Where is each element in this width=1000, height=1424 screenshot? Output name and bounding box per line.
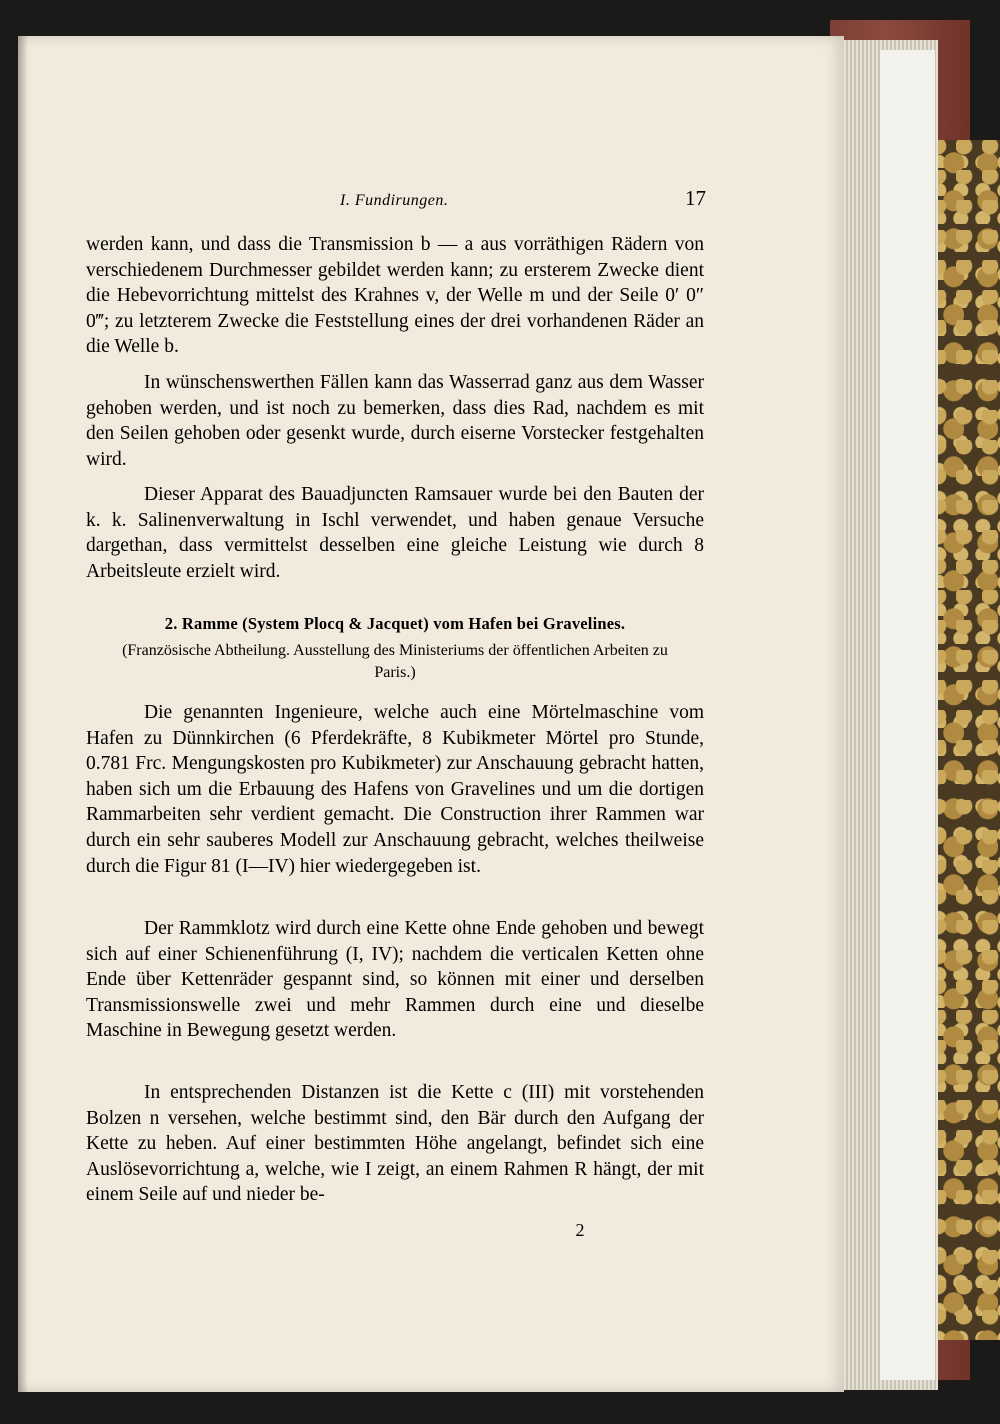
- marbled-board: [930, 140, 1000, 1340]
- section-title: 2. Ramme (System Plocq & Jacquet) vom Hafen bei Gravelines.: [164, 614, 626, 633]
- paragraph-bottom-2: Der Rammklotz wird durch eine Kette ohne Ende gehoben und bewegt sich auf einer Schienenführung (I, IV); nachdem die verticalen Ketten ohne Ende über Kettenräder gespannt sind, so können mit einer und derselben Transmissionswelle zwei und mehr Rammen durch eine und dieselbe Maschine in Bewegung gesetzt werden.: [86, 918, 704, 1042]
- paragraph-bottom-1: Die genannten Ingenieure, welche auch eine Mörtelmaschine vom Hafen zu Dünnkirchen (6 Pferdekräfte, 8 Kubikmeter Mörtel pro Stunde, 0.781 Frc. Mengungskosten pro Kubikmeter) zur Anschauung gebracht hatten, haben sich um die Erbauung des Hafens von Gravelines und um die dortigen Rammarbeiten sehr verdient gemacht. Die Construction ihrer Rammen war durch ein sehr sauberes Modell zur Anschauung gebracht, welches theilweise durch die Figur 81 (I—IV) hier wiedergegeben ist.: [86, 702, 704, 877]
- paragraph-bottom-3: In entsprechenden Distanzen ist die Kette c (III) mit vorstehenden Bolzen n versehen, welche bestimmt sind, den Bär durch den Aufgang der Kette zu heben. Auf einer bestimmten Höhe angelangt, befindet sich eine Auslösevorrichtung a, welche, wie I zeigt, an einem Rahmen R hängt, der mit einem Seile auf und nieder be-: [86, 1082, 704, 1206]
- gutter-shadow: [18, 36, 28, 1392]
- paragraph-top-2: In wünschenswerthen Fällen kann das Wasserrad ganz aus dem Wasser gehoben werden, und ist noch zu bemerken, dass dies Rad, nachdem es mit den Seilen gehoben oder gesenkt wurde, durch eiserne Vorstecker festgehalten wird.: [86, 372, 704, 470]
- paragraph-top-3: Dieser Apparat des Bauadjuncten Ramsauer wurde bei den Bauten der k. k. Salinenverwaltung in Ischl verwendet, und haben genaue Versuche dargethan, dass vermittelst desselben eine gleiche Leistung wie durch 8 Arbeitsleute erzielt wird.: [86, 484, 704, 582]
- fore-edge: [880, 50, 935, 1380]
- running-head-title: I. Fundirungen.: [340, 192, 449, 209]
- paragraph-top-1: werden kann, und dass die Transmission b — a aus vorräthigen Rädern von verschiedenem Durchmesser gebildet werden kann; zu ersterem Zwecke dient die Hebevorrichtung mittelst des Krahnes v, der Welle m und der Seile 0′ 0″ 0‴; zu letzterem Zwecke die Feststellung eines der drei vorhandenen Räder an die Welle b.: [86, 234, 704, 358]
- section-subtitle: (Französische Abtheilung. Ausstellung des Ministeriums der öffentlichen Arbeiten zu Paris.): [122, 642, 668, 681]
- signature-mark: 2: [575, 1220, 585, 1240]
- running-head: [340, 186, 706, 211]
- page-number: 17: [685, 186, 706, 210]
